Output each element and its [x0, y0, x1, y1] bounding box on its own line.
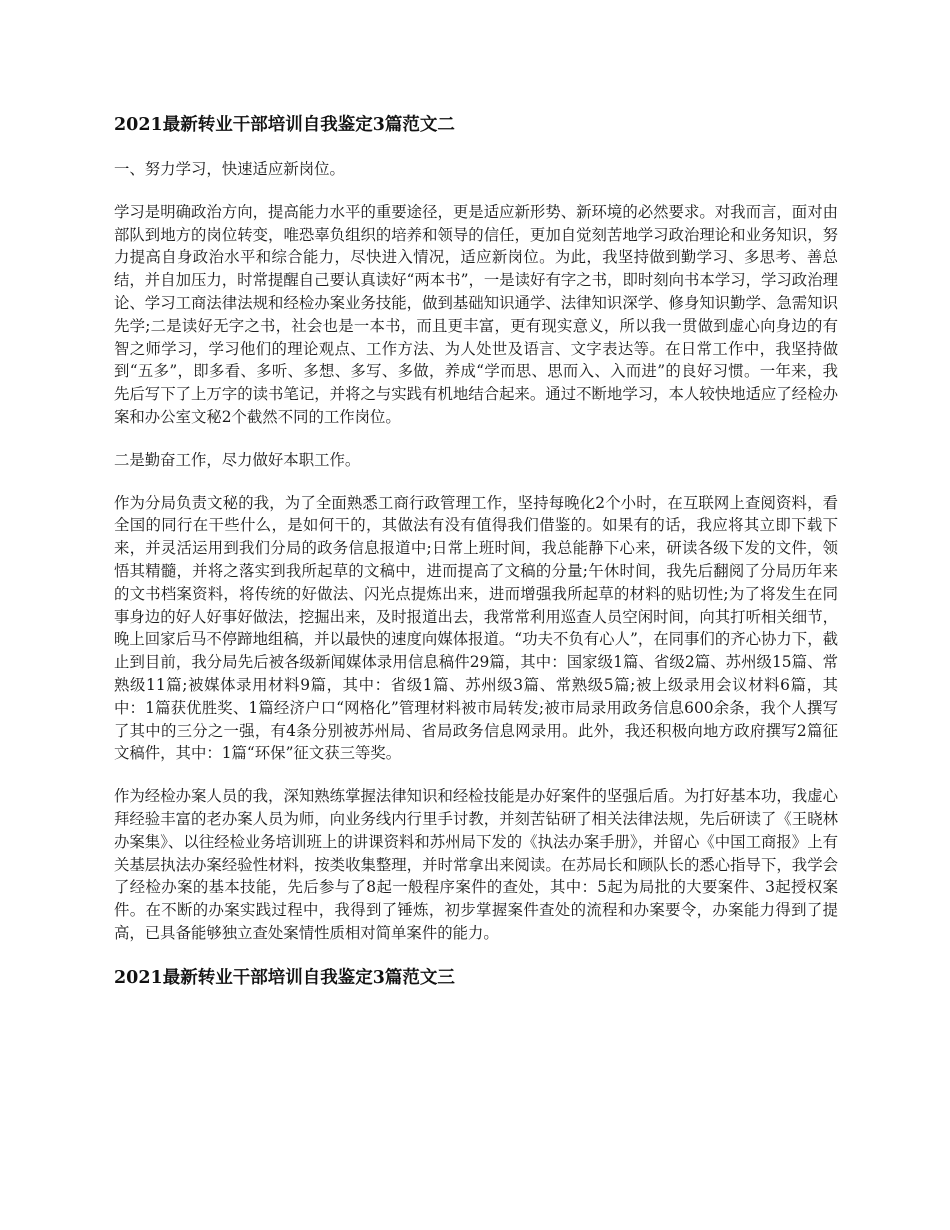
section-1-title: 一、努力学习，快速适应新岗位。: [114, 160, 345, 178]
section-2-title: 二是勤奋工作，尽力做好本职工作。: [114, 450, 361, 469]
document-page: [114, 112, 838, 991]
section-1-paragraph: 学习是明确政治方向，提高能力水平的重要途径，更是适应新形势、新环境的必然要求。对我而言，面对由部队到地方的岗位转变，唯恐辜负组织的培养和领导的信任，更加自觉刻苦地学习政治理论和业务知识，努力提高自身政治水平和综合能力，尽快进入情况，适应新岗位。为此，我坚持做到勤学习、多思考、善总结，并自加压力，时常提醒自己要认真读好“两本书”，一是读好有字之书，即时刻向书本学习，学习政治理论、学习工商法律法规和经检办案业务技能，做到基础知识通学、法律知识深学、修身知识勤学、急需知识先学;二是读好无字之书，社会也是一本书，而且更丰富，更有现实意义，所以我一贯做到虚心向身边的有智之师学习，学习他们的理论观点、工作方法、为人处世及语言、文字表达等。在日常工作中，我坚持做到“五多”，即多看、多听、多想、多写、多做，养成“学而思、思而入、入而进”的良好习惯。一年来，我先后写下了上万字的读书笔记，并将之与实践有机地结合起来。通过不断地学习，本人较快地适应了经检办案和办公室文秘2个截然不同的工作岗位。: [114, 202, 838, 426]
document-heading-2: 2021最新转业干部培训自我鉴定3篇范文二: [114, 115, 455, 135]
section-2-paragraph-2: 作为经检办案人员的我，深知熟练掌握法律知识和经检技能是办好案件的坚强后盾。为打好基本功，我虚心拜经验丰富的老办案人员为师，向业务线内行里手讨教，并刻苦钻研了相关法律法规，先后研读了《王晓林办案集》、以往经检业务培训班上的讲课资料和苏州局下发的《执法办案手册》，并留心《中国工商报》上有关基层执法办案经验性材料，按类收集整理，并时常拿出来阅读。在苏局长和顾队长的悉心指导下，我学会了经检办案的基本技能，先后参与了8起一般程序案件的查处，其中：5起为局批的大要案件、3起授权案件。在不断的办案实践过程中，我得到了锤炼，初步掌握案件查处的流程和办案要令，办案能力得到了提高，已具备能够独立查处案情性质相对简单案件的能力。: [114, 787, 838, 942]
section-2-paragraph-1: 作为分局负责文秘的我，为了全面熟悉工商行政管理工作，坚持每晚化2个小时，在互联网上查阅资料，看全国的同行在干些什么，是如何干的，其做法有没有值得我们借鉴的。如果有的话，我应将其立即下载下来，并灵活运用到我们分局的政务信息报道中;日常上班时间，我总能静下心来，研读各级下发的文件，领悟其精髓，并将之落实到我所起草的文稿中，进而提高了文稿的分量;午休时间，我先后翻阅了分局历年来的文书档案资料，将传统的好做法、闪光点提炼出来，进而增强我所起草的材料的贴切性;为了将发生在同事身边的好人好事好做法，挖掘出来，及时报道出去，我常常利用巡查人员空闲时间，向其打听相关细节，晚上回家后马不停蹄地组稿，并以最快的速度向媒体报道。“功夫不负有心人”，在同事们的齐心协力下，截止到目前，我分局先后被各级新闻媒体录用信息稿件29篇，其中：国家级1篇、省级2篇、苏州级15篇、常熟级11篇;被媒体录用材料9篇，其中：省级1篇、苏州级3篇、常熟级5篇;被上级录用会议材料6篇，其中：1篇获优胜奖、1篇经济户口“网格化”管理材料被市局转发;被市局录用政务信息600余条，我个人撰写了其中的三分之一强，有4条分别被苏州局、省局政务信息网录用。此外，我还积极向地方政府撰写2篇征文稿件，其中：1篇“环保”征文获三等奖。: [114, 493, 838, 763]
document-heading-3: 2021最新转业干部培训自我鉴定3篇范文三: [114, 967, 455, 988]
